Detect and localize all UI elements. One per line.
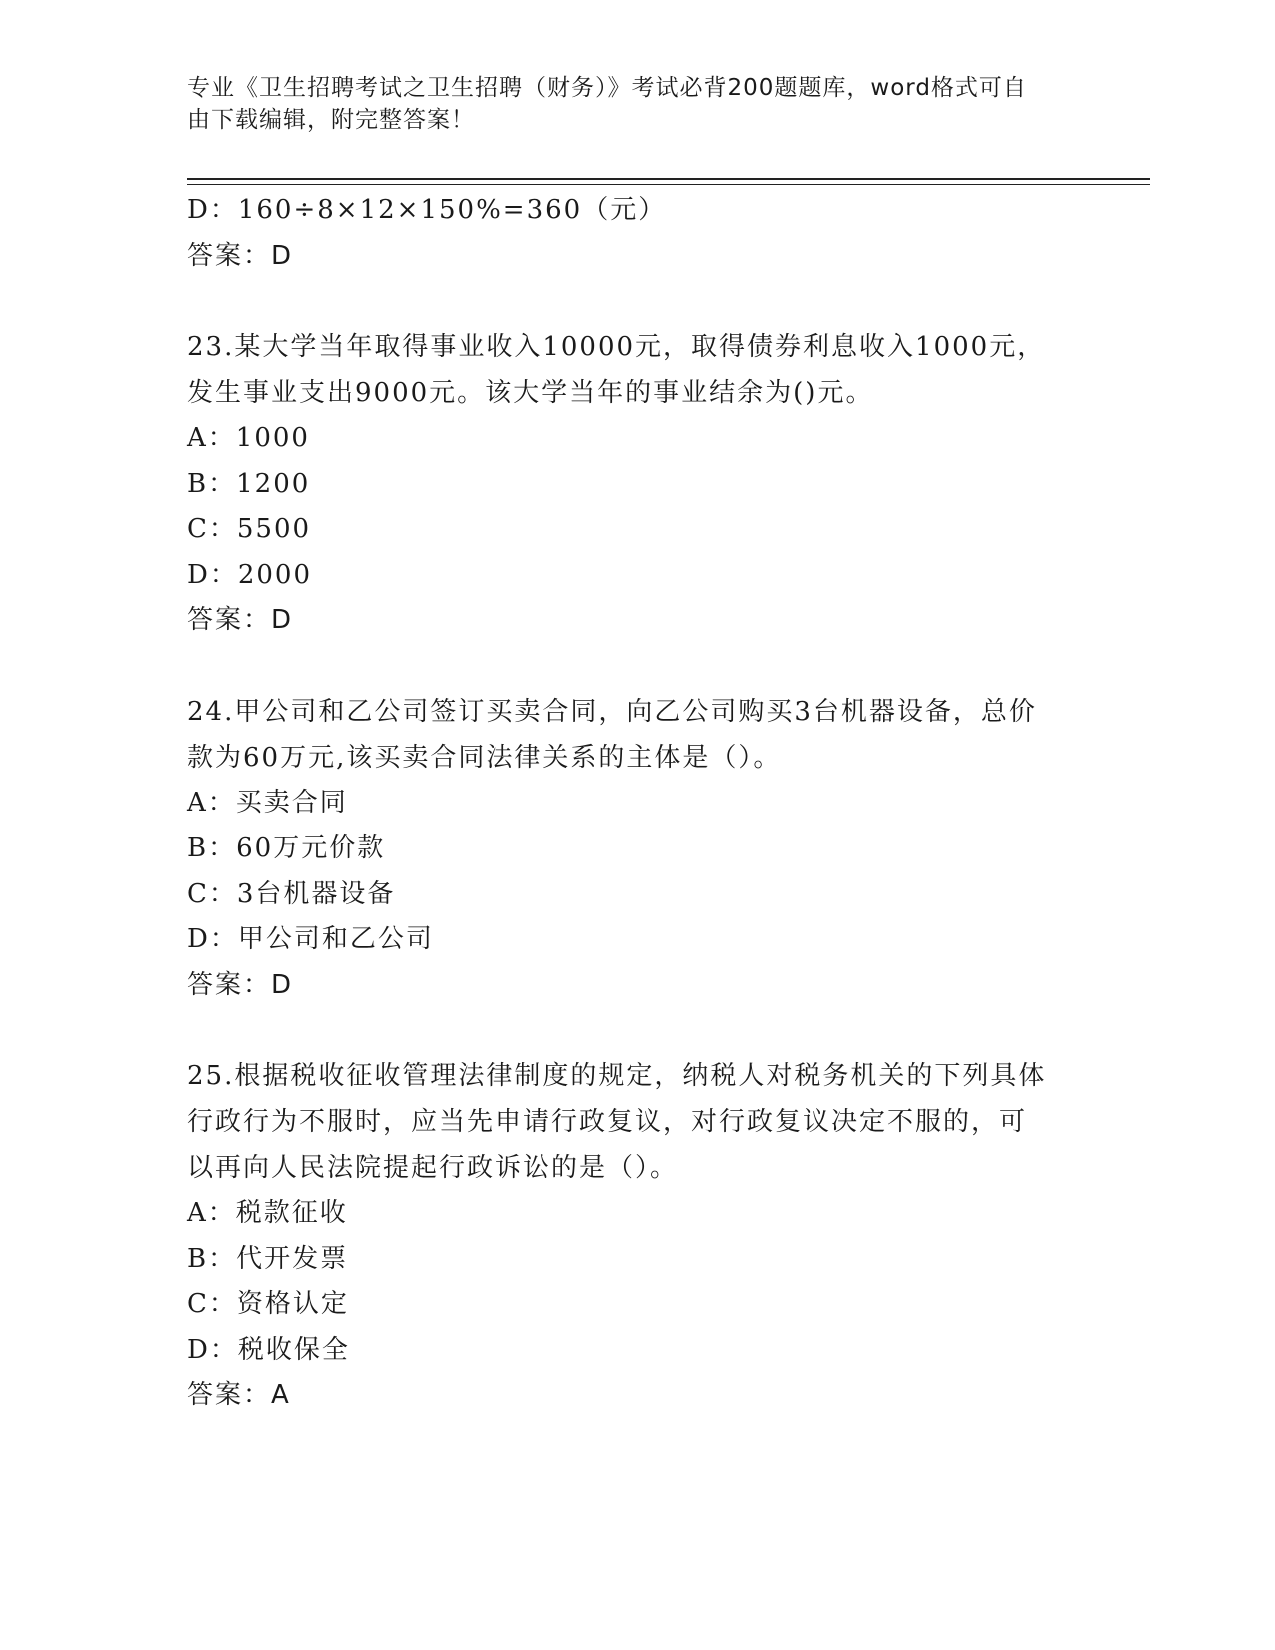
option-d: D：税收保全 [187,1334,350,1365]
spacer [187,644,1087,689]
option-a: A：税款征收 [187,1198,348,1228]
question-stem-line: 以再向人民法院提起行政诉讼的是（）。 [187,1153,679,1183]
question-block [187,1053,1087,1419]
option-c: C：3台机器设备 [187,878,396,909]
previous-option-d: D：160÷8×12×150%=360（元） [187,195,667,225]
option-a: A：1000 [187,423,310,453]
answer: 答案：D [187,969,294,1000]
option-b: B：60万元价款 [187,833,386,863]
answer: 答案：D [187,605,294,635]
option-d: D：2000 [187,559,313,590]
previous-answer: 答案：D [187,240,294,271]
spacer [187,1008,1087,1053]
answer: 答案：A [187,1380,291,1410]
header-line-2: 由下载编辑，附完整答案！ [187,107,475,133]
option-d: D：甲公司和乙公司 [187,924,434,954]
question-block [187,324,1087,644]
question-stem-line: 23.某大学当年取得事业收入10000元，取得债券利息收入1000元， [187,332,1046,362]
spacer [187,279,1087,324]
option-b: B：1200 [187,468,311,499]
header-divider-thick [187,178,1150,180]
header-line-1: 专业《卫生招聘考试之卫生招聘（财务）》考试必背200题题库，word格式可自 [187,75,1027,101]
question-stem-line: 行政行为不服时，应当先申请行政复议，对行政复议决定不服的，可 [187,1107,1028,1137]
option-c: C：资格认定 [187,1289,349,1319]
question-content [187,188,1087,1419]
option-b: B：代开发票 [187,1243,349,1274]
option-c: C：5500 [187,514,312,544]
document-header [187,72,1067,136]
question-stem-line: 25.根据税收征收管理法律制度的规定，纳税人对税务机关的下列具体 [187,1061,1047,1091]
option-a: A：买卖合同 [187,787,348,818]
question-block [187,689,1087,1009]
question-stem-line: 发生事业支出9000元。该大学当年的事业结余为()元。 [187,378,874,408]
header-divider-thin [187,184,1150,185]
question-stem-line: 款为60万元,该买卖合同法律关系的主体是（）。 [187,742,782,773]
question-stem-line: 24.甲公司和乙公司签订买卖合同，向乙公司购买3台机器设备，总价 [187,696,1037,727]
